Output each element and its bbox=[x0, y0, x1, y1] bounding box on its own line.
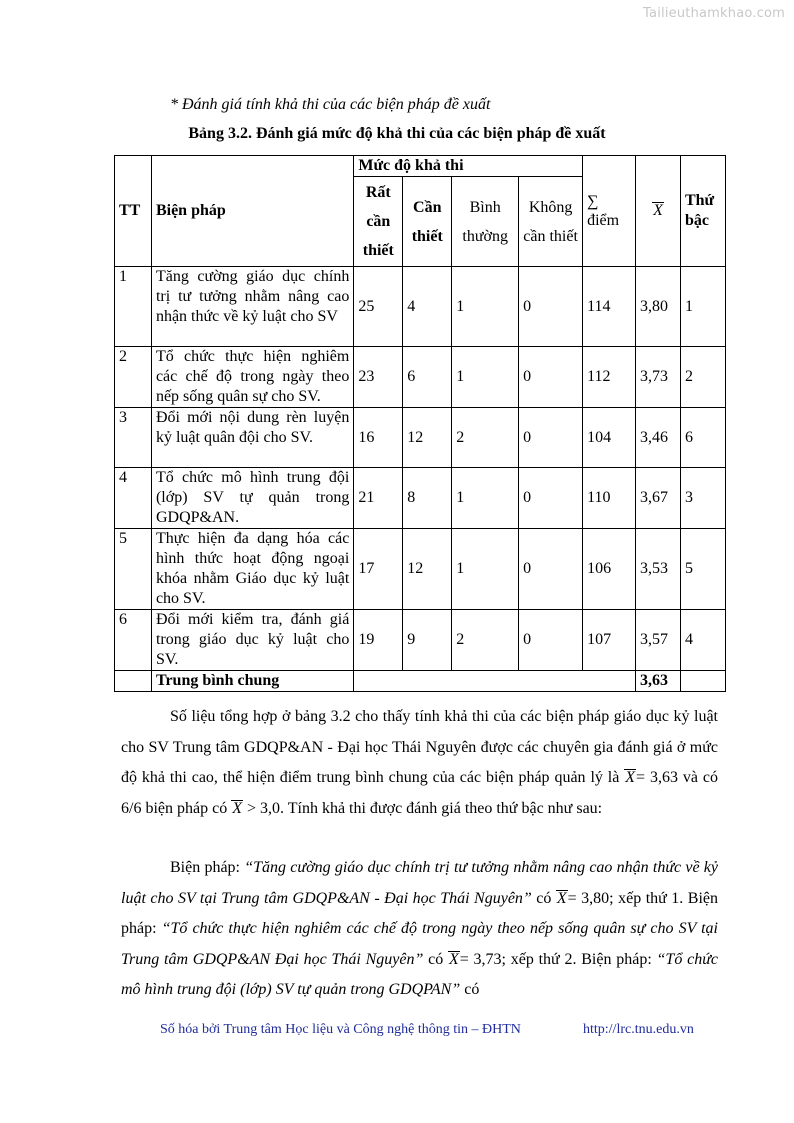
row-v2: 8 bbox=[403, 468, 452, 529]
row-v4: 0 bbox=[519, 267, 583, 347]
header-muc-do: Mức độ khả thi bbox=[354, 156, 583, 177]
row-text: Tăng cường giáo dục chính trị tư tưởng nhằm nâng cao nhận thức về kỷ luật cho SV bbox=[151, 267, 353, 347]
row-v4: 0 bbox=[519, 610, 583, 671]
row-tt: 3 bbox=[115, 408, 152, 468]
table-caption: Bảng 3.2. Đánh giá mức độ khả thi của các biện pháp đề xuất bbox=[188, 125, 606, 142]
row-text: Đổi mới kiểm tra, đánh giá trong giáo dục kỷ luật cho SV. bbox=[151, 610, 353, 671]
para2-text-c: = 3,80; xếp thứ 1. Biện pháp: bbox=[121, 889, 718, 937]
header-level-2: Cần thiết bbox=[403, 177, 452, 267]
header-bien-phap: Biện pháp bbox=[151, 156, 353, 267]
row-v2: 12 bbox=[403, 408, 452, 468]
row-sum: 110 bbox=[583, 468, 636, 529]
row-rank: 6 bbox=[680, 408, 725, 468]
row-tt: 6 bbox=[115, 610, 152, 671]
row-sum: 112 bbox=[583, 347, 636, 408]
row-v1: 21 bbox=[354, 468, 403, 529]
table-row bbox=[115, 529, 726, 610]
row-v2: 9 bbox=[403, 610, 452, 671]
total-empty-rank bbox=[680, 671, 725, 692]
paragraph-1 bbox=[121, 702, 718, 824]
mean-symbol: X bbox=[653, 202, 663, 219]
para1-text-c: > 3,0. Tính khả thi được đánh giá theo thứ bậc như sau: bbox=[246, 799, 603, 817]
table-row bbox=[115, 468, 726, 529]
row-mean: 3,67 bbox=[636, 468, 681, 529]
row-tt: 5 bbox=[115, 529, 152, 610]
footer-source: Số hóa bởi Trung tâm Học liệu và Công nghệ thông tin – ĐHTN bbox=[160, 1022, 521, 1037]
sum-label: điểm bbox=[587, 212, 620, 229]
row-v2: 4 bbox=[403, 267, 452, 347]
sum-symbol: ∑ bbox=[587, 193, 599, 210]
row-sum: 106 bbox=[583, 529, 636, 610]
footer-link[interactable]: http://lrc.tnu.edu.vn bbox=[583, 1022, 694, 1037]
table-row bbox=[115, 347, 726, 408]
header-mean bbox=[636, 156, 681, 267]
feasibility-table bbox=[114, 155, 726, 692]
row-v4: 0 bbox=[519, 529, 583, 610]
header-level-3: Bình thường bbox=[452, 177, 519, 267]
row-rank: 1 bbox=[680, 267, 725, 347]
row-sum: 114 bbox=[583, 267, 636, 347]
header-level-1: Rất cần thiết bbox=[354, 177, 403, 267]
row-tt: 2 bbox=[115, 347, 152, 408]
row-mean: 3,73 bbox=[636, 347, 681, 408]
mean-symbol: X bbox=[625, 769, 636, 786]
para2-text-f: có bbox=[464, 981, 480, 998]
para2-text-a: Biện pháp: bbox=[170, 859, 240, 876]
row-v3: 1 bbox=[452, 529, 519, 610]
row-v3: 2 bbox=[452, 408, 519, 468]
total-row bbox=[115, 671, 726, 692]
para2-quote-2: “Tổ chức thực hiện nghiêm các chế độ trong ngày theo nếp sống quân sự cho SV tại Trung tâm GDQP&AN Đại học Thái Nguyên” bbox=[121, 920, 719, 968]
row-text: Đổi mới nội dung rèn luyện kỷ luật quân đội cho SV. bbox=[151, 408, 353, 468]
table-row bbox=[115, 408, 726, 468]
row-tt: 4 bbox=[115, 468, 152, 529]
para2-text-b: có bbox=[536, 889, 552, 907]
total-empty-span bbox=[354, 671, 636, 692]
row-v1: 23 bbox=[354, 347, 403, 408]
para2-text-d: có bbox=[428, 950, 444, 968]
row-v3: 1 bbox=[452, 347, 519, 408]
header-sum bbox=[583, 156, 636, 267]
row-text: Tổ chức mô hình trung đội (lớp) SV tự quản trong GDQP&AN. bbox=[151, 468, 353, 529]
mean-symbol: X bbox=[232, 799, 242, 817]
para2-quote-1: “Tăng cường giáo dục chính trị tư tưởng nhằm nâng cao nhận thức về kỷ luật cho SV tại Trung tâm GDQP&AN - Đại học Thái Nguyên” bbox=[121, 859, 719, 907]
paragraph-2 bbox=[121, 853, 718, 1006]
row-rank: 3 bbox=[680, 468, 725, 529]
row-v3: 2 bbox=[452, 610, 519, 671]
row-v2: 12 bbox=[403, 529, 452, 610]
section-heading: * Đánh giá tính khả thi của các biện pháp đề xuất bbox=[170, 96, 491, 113]
para2-quote-3: “Tổ chức mô hình trung đội (lớp) SV tự quản trong GDQPAN” bbox=[121, 950, 719, 998]
row-rank: 5 bbox=[680, 529, 725, 610]
table-row bbox=[115, 267, 726, 347]
row-mean: 3,80 bbox=[636, 267, 681, 347]
row-v3: 1 bbox=[452, 468, 519, 529]
row-v4: 0 bbox=[519, 408, 583, 468]
header-tt: TT bbox=[115, 156, 152, 267]
row-v1: 17 bbox=[354, 529, 403, 610]
row-mean: 3,57 bbox=[636, 610, 681, 671]
header-rank: Thứ bậc bbox=[680, 156, 725, 267]
row-mean: 3,46 bbox=[636, 408, 681, 468]
row-text: Tổ chức thực hiện nghiêm các chế độ trong ngày theo nếp sống quân sự cho SV. bbox=[151, 347, 353, 408]
total-empty-cell bbox=[115, 671, 152, 692]
row-v1: 16 bbox=[354, 408, 403, 468]
mean-symbol: X bbox=[556, 889, 567, 907]
row-rank: 4 bbox=[680, 610, 725, 671]
row-text: Thực hiện đa dạng hóa các hình thức hoạt động ngoại khóa nhằm Giáo dục kỷ luật cho SV. bbox=[151, 529, 353, 610]
mean-symbol: X bbox=[448, 950, 459, 968]
row-tt: 1 bbox=[115, 267, 152, 347]
watermark: Tailieuthamkhao.com bbox=[643, 6, 785, 21]
row-v4: 0 bbox=[519, 468, 583, 529]
para2-text-e: = 3,73; xếp thứ 2. Biện pháp: bbox=[459, 950, 652, 968]
row-sum: 107 bbox=[583, 610, 636, 671]
total-mean: 3,63 bbox=[636, 671, 681, 692]
row-v1: 25 bbox=[354, 267, 403, 347]
header-level-4: Không cần thiết bbox=[519, 177, 583, 267]
row-v4: 0 bbox=[519, 347, 583, 408]
row-mean: 3,53 bbox=[636, 529, 681, 610]
row-sum: 104 bbox=[583, 408, 636, 468]
table-row bbox=[115, 610, 726, 671]
row-v3: 1 bbox=[452, 267, 519, 347]
row-v2: 6 bbox=[403, 347, 452, 408]
row-rank: 2 bbox=[680, 347, 725, 408]
para1-text-a: Số liệu tổng hợp ở bảng 3.2 cho thấy tính khả thi của các biện pháp giáo dục kỷ luật cho SV Trung tâm GDQP&AN - Đại học Thái Nguyên được các chuyên gia đánh giá ở mức độ khả thi cao, thể hiện điểm trung bình chung của các biện pháp quản lý là bbox=[121, 708, 718, 786]
para1-text-b: = 3,63 và có 6/6 biện pháp có bbox=[121, 769, 718, 817]
row-v1: 19 bbox=[354, 610, 403, 671]
total-label: Trung bình chung bbox=[151, 671, 353, 692]
